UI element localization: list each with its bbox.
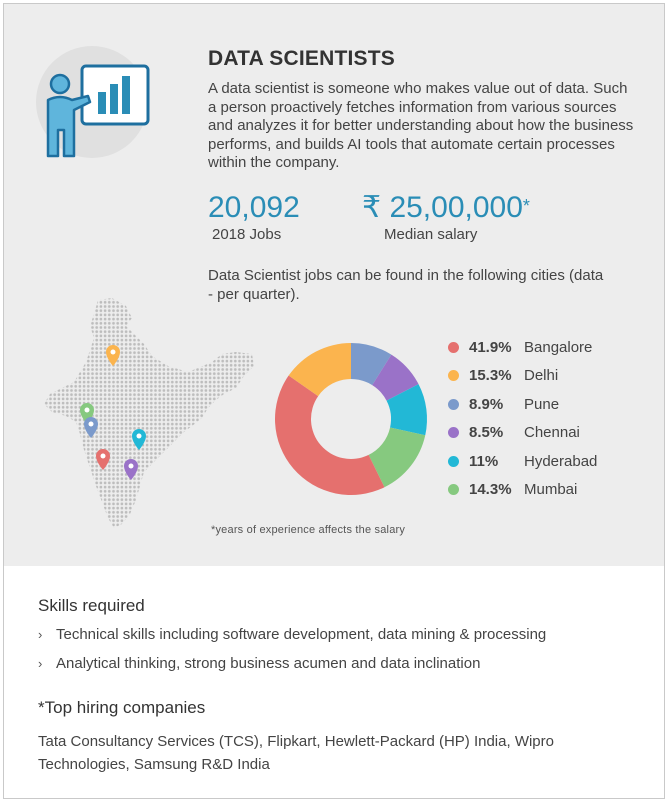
slice-bangalore bbox=[275, 376, 384, 495]
skills-heading: Skills required bbox=[38, 596, 145, 615]
salary-value: 25,00,000 bbox=[389, 191, 523, 224]
legend-swatch bbox=[448, 370, 459, 381]
legend-item-chennai bbox=[448, 419, 597, 448]
legend-item-pune bbox=[448, 390, 597, 419]
legend-swatch bbox=[448, 399, 459, 410]
salary-label: Median salary bbox=[384, 226, 478, 243]
salary-asterisk: * bbox=[522, 196, 530, 216]
data-scientist-card bbox=[3, 3, 665, 799]
legend-percent: 41.9% bbox=[469, 338, 512, 356]
skill-item bbox=[38, 655, 480, 672]
skill-text: Technical skills including software development, data mining & processing bbox=[56, 626, 547, 643]
legend-percent: 15.3% bbox=[469, 367, 512, 385]
legend-swatch bbox=[448, 427, 459, 438]
legend-item-delhi bbox=[448, 362, 597, 391]
role-description: A data scientist is someone who makes value out of data. Such a person proactively fetches information from various sources and analyzes it for better understanding about how the business performs, and builds AI tools that automate certain processes within the company. bbox=[208, 80, 634, 171]
legend-city: Delhi bbox=[524, 367, 559, 385]
legend-swatch bbox=[448, 484, 459, 495]
legend-city: Mumbai bbox=[524, 481, 578, 499]
legend-swatch bbox=[448, 456, 459, 467]
legend-item-bangalore bbox=[448, 333, 597, 362]
legend-city: Pune bbox=[524, 395, 560, 413]
chevron-right-icon: › bbox=[38, 656, 43, 671]
legend-city: Hyderabad bbox=[524, 452, 598, 470]
chart-legend bbox=[448, 333, 597, 504]
jobs-count: 20,092 bbox=[208, 191, 300, 224]
legend-percent: 14.3% bbox=[469, 481, 512, 499]
chevron-right-icon: › bbox=[38, 627, 43, 642]
hiring-companies: Tata Consultancy Services (TCS), Flipkart, Hewlett-Packard (HP) India, Wipro Technologies, Samsung R&D India bbox=[38, 733, 554, 773]
legend-city: Bangalore bbox=[524, 338, 593, 356]
legend-item-mumbai bbox=[448, 476, 597, 505]
legend-item-hyderabad bbox=[448, 447, 597, 476]
page-title: DATA SCIENTISTS bbox=[208, 47, 395, 70]
skill-item bbox=[38, 626, 546, 643]
city-donut-chart bbox=[266, 334, 436, 504]
legend-percent: 8.5% bbox=[469, 424, 504, 442]
legend-percent: 8.9% bbox=[469, 395, 504, 413]
india-dotted-map-icon bbox=[40, 296, 256, 536]
cities-intro: Data Scientist jobs can be found in the following cities (data - per quarter). bbox=[208, 267, 604, 303]
presenter-chart-icon bbox=[30, 44, 170, 164]
summary-panel bbox=[4, 4, 664, 566]
salary-footnote: *years of experience affects the salary bbox=[211, 524, 406, 536]
legend-city: Chennai bbox=[524, 424, 580, 442]
hiring-heading: *Top hiring companies bbox=[38, 698, 206, 717]
currency-symbol: ₹ bbox=[362, 191, 382, 224]
median-salary bbox=[362, 192, 530, 224]
jobs-label: 2018 Jobs bbox=[212, 226, 282, 243]
legend-percent: 11% bbox=[469, 452, 499, 470]
legend-swatch bbox=[448, 342, 459, 353]
skill-text: Analytical thinking, strong business acumen and data inclination bbox=[56, 655, 481, 672]
